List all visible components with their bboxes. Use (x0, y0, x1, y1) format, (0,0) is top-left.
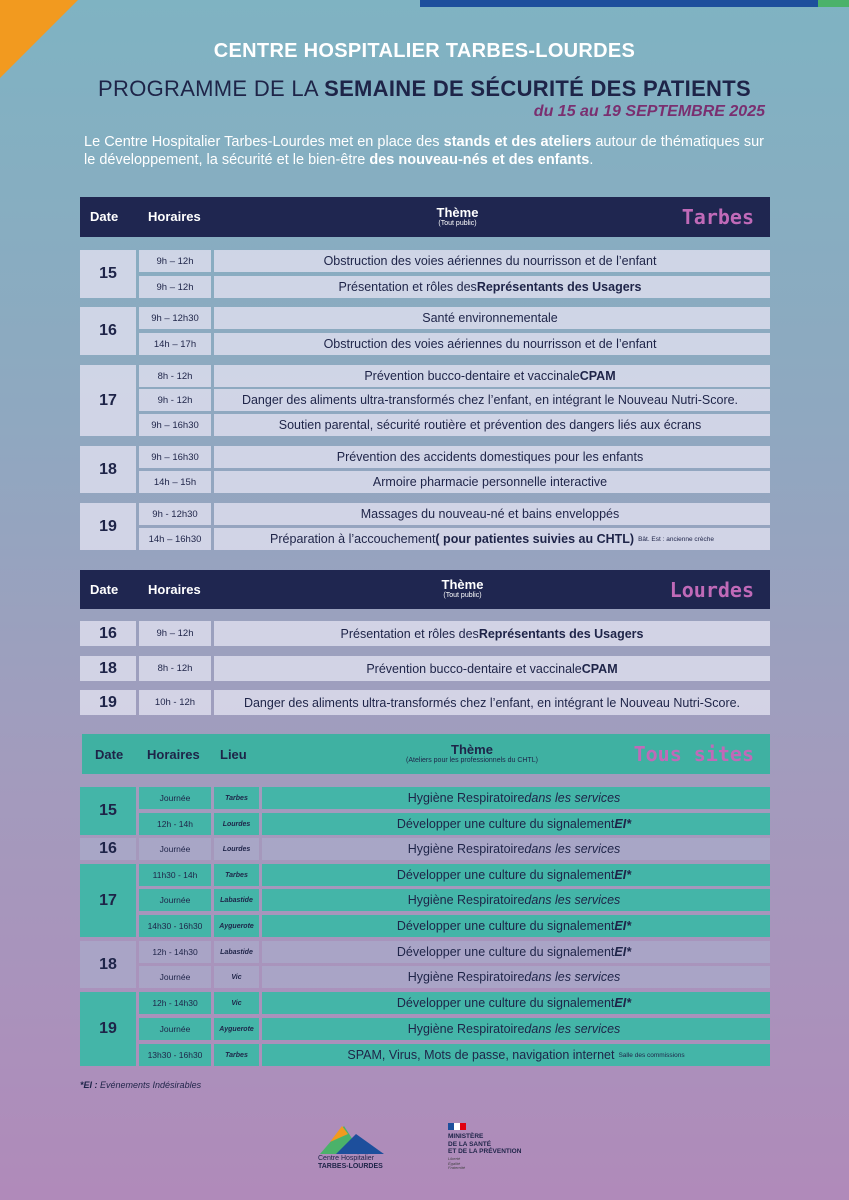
theme-cell: Hygiène Respiratoire dans les services (262, 838, 770, 860)
hours-cell: 9h - 12h (139, 389, 211, 411)
theme-cell: Hygiène Respiratoire dans les services (262, 1018, 770, 1040)
day-cell: 19 (80, 503, 136, 550)
theme-cell: Armoire pharmacie personnelle interactive (214, 471, 770, 493)
theme-cell: Soutien parental, sécurité routière et prévention des dangers liés aux écrans (214, 414, 770, 436)
theme-cell: Prévention des accidents domestiques pour les enfants (214, 446, 770, 468)
header-theme: Thème (Ateliers pour les professionnels du CHTL) (406, 742, 538, 764)
day-cell: 19 (80, 992, 136, 1066)
lieu-cell: Labastide (214, 889, 259, 911)
site-label-tous-sites: Tous sites (633, 742, 754, 766)
day-cell: 18 (80, 941, 136, 988)
chtl-logo-icon (312, 1120, 392, 1156)
header-theme: Thème (Tout public) (436, 205, 479, 227)
hours-cell: Journée (139, 889, 211, 911)
page-title: PROGRAMME DE LA SEMAINE DE SÉCURITÉ DES PATIENTS (98, 76, 751, 101)
theme-cell: Développer une culture du signalement EI* (262, 813, 770, 835)
theme-cell: Obstruction des voies aériennes du nourrisson et de l’enfant (214, 333, 770, 355)
day-cell: 18 (80, 446, 136, 493)
organization-title: CENTRE HOSPITALIER TARBES-LOURDES (213, 40, 636, 62)
theme-cell: Développer une culture du signalement EI* (262, 992, 770, 1014)
theme-cell: Hygiène Respiratoire dans les services (262, 966, 770, 988)
theme-cell: Santé environnementale (214, 307, 770, 329)
hours-cell: 13h30 - 16h30 (139, 1044, 211, 1066)
lieu-cell: Vic (214, 966, 259, 988)
top-bar-accent (818, 0, 849, 7)
theme-cell: SPAM, Virus, Mots de passe, navigation internet Salle des commissions (262, 1044, 770, 1066)
intro-text: Le Centre Hospitalier Tarbes-Lourdes met en place des stands et des ateliers autour de thématiques sur le développement, la sécurité et le bien-être des nouveau-nés et des enfants. (84, 134, 764, 168)
site-label-tarbes: Tarbes (681, 205, 754, 229)
hours-cell: Journée (139, 838, 211, 860)
theme-cell: Danger des aliments ultra-transformés chez l’enfant, en intégrant le Nouveau Nutri-Score. (214, 389, 770, 411)
hours-cell: 12h - 14h30 (139, 992, 211, 1014)
hours-cell: Journée (139, 787, 211, 809)
hours-cell: 9h – 12h30 (139, 307, 211, 329)
theme-cell: Massages du nouveau-né et bains enveloppés (214, 503, 770, 525)
day-cell: 15 (80, 250, 136, 298)
hours-cell: 9h – 16h30 (139, 446, 211, 468)
hours-cell: Journée (139, 966, 211, 988)
hours-cell: 11h30 - 14h (139, 864, 211, 886)
day-cell: 16 (80, 307, 136, 355)
hours-cell: 8h - 12h (139, 365, 211, 387)
day-cell: 17 (80, 864, 136, 937)
header-date: Date (90, 209, 119, 224)
french-flag-icon (448, 1123, 466, 1130)
day-cell: 18 (80, 656, 136, 681)
theme-cell: Développer une culture du signalement EI* (262, 941, 770, 963)
hours-cell: 9h – 12h (139, 250, 211, 272)
ministry-logo: MINISTÈRE DE LA SANTÉ ET DE LA PRÉVENTION Liberté Égalité Fraternité (448, 1120, 538, 1165)
theme-cell: Développer une culture du signalement EI* (262, 864, 770, 886)
day-cell: 19 (80, 690, 136, 715)
lieu-cell: Tarbes (214, 787, 259, 809)
hours-cell: 14h – 16h30 (139, 528, 211, 550)
hours-cell: 8h - 12h (139, 656, 211, 681)
lieu-cell: Tarbes (214, 864, 259, 886)
hours-cell: 12h - 14h (139, 813, 211, 835)
theme-cell: Obstruction des voies aériennes du nourrisson et de l’enfant (214, 250, 770, 272)
tarbes-table-header (80, 197, 770, 237)
hours-cell: 9h – 16h30 (139, 414, 211, 436)
day-cell: 17 (80, 365, 136, 436)
footnote: *EI : Evénements Indésirables (80, 1080, 202, 1090)
theme-cell: Danger des aliments ultra-transformés chez l’enfant, en intégrant le Nouveau Nutri-Score. (214, 690, 770, 715)
header-date: Date (90, 582, 119, 597)
lieu-cell: Tarbes (214, 1044, 259, 1066)
theme-cell: Développer une culture du signalement EI* (262, 915, 770, 937)
hours-cell: 10h - 12h (139, 690, 211, 715)
header-date: Date (95, 747, 124, 762)
tous-sites-table-header (82, 734, 770, 774)
header-lieu: Lieu (220, 747, 247, 762)
site-label-lourdes: Lourdes (669, 578, 754, 602)
hours-cell: 14h – 17h (139, 333, 211, 355)
corner-decoration (0, 0, 78, 78)
theme-cell: Préparation à l’accouchement ( pour patientes suivies au CHTL) Bât. Est : ancienne crèche (214, 528, 770, 550)
top-bar-decoration (420, 0, 820, 7)
hours-cell: 9h – 12h (139, 621, 211, 646)
lieu-cell: Ayguerote (214, 1018, 259, 1040)
day-cell: 16 (80, 621, 136, 646)
chtl-logo: Centre Hospitalier TARBES-LOURDES (312, 1120, 392, 1175)
theme-cell: Hygiène Respiratoire dans les services (262, 889, 770, 911)
theme-cell: Présentation et rôles des Représentants des Usagers (214, 276, 770, 298)
lourdes-table-header (80, 570, 770, 609)
header-horaires: Horaires (147, 747, 200, 762)
header-horaires: Horaires (148, 209, 201, 224)
theme-cell: Prévention bucco-dentaire et vaccinale CPAM (214, 365, 770, 387)
day-cell: 16 (80, 838, 136, 860)
theme-cell: Prévention bucco-dentaire et vaccinale CPAM (214, 656, 770, 681)
theme-cell: Hygiène Respiratoire dans les services (262, 787, 770, 809)
hours-cell: 9h – 12h (139, 276, 211, 298)
lieu-cell: Lourdes (214, 813, 259, 835)
header-horaires: Horaires (148, 582, 201, 597)
day-cell: 15 (80, 787, 136, 835)
hours-cell: 9h - 12h30 (139, 503, 211, 525)
hours-cell: 14h30 - 16h30 (139, 915, 211, 937)
header-theme: Thème (Tout public) (441, 577, 484, 599)
lieu-cell: Lourdes (214, 838, 259, 860)
lieu-cell: Vic (214, 992, 259, 1014)
hours-cell: Journée (139, 1018, 211, 1040)
hours-cell: 14h – 15h (139, 471, 211, 493)
lieu-cell: Ayguerote (214, 915, 259, 937)
theme-cell: Présentation et rôles des Représentants des Usagers (214, 621, 770, 646)
event-dates: du 15 au 19 SEPTEMBRE 2025 (533, 103, 765, 120)
hours-cell: 12h - 14h30 (139, 941, 211, 963)
lieu-cell: Labastide (214, 941, 259, 963)
